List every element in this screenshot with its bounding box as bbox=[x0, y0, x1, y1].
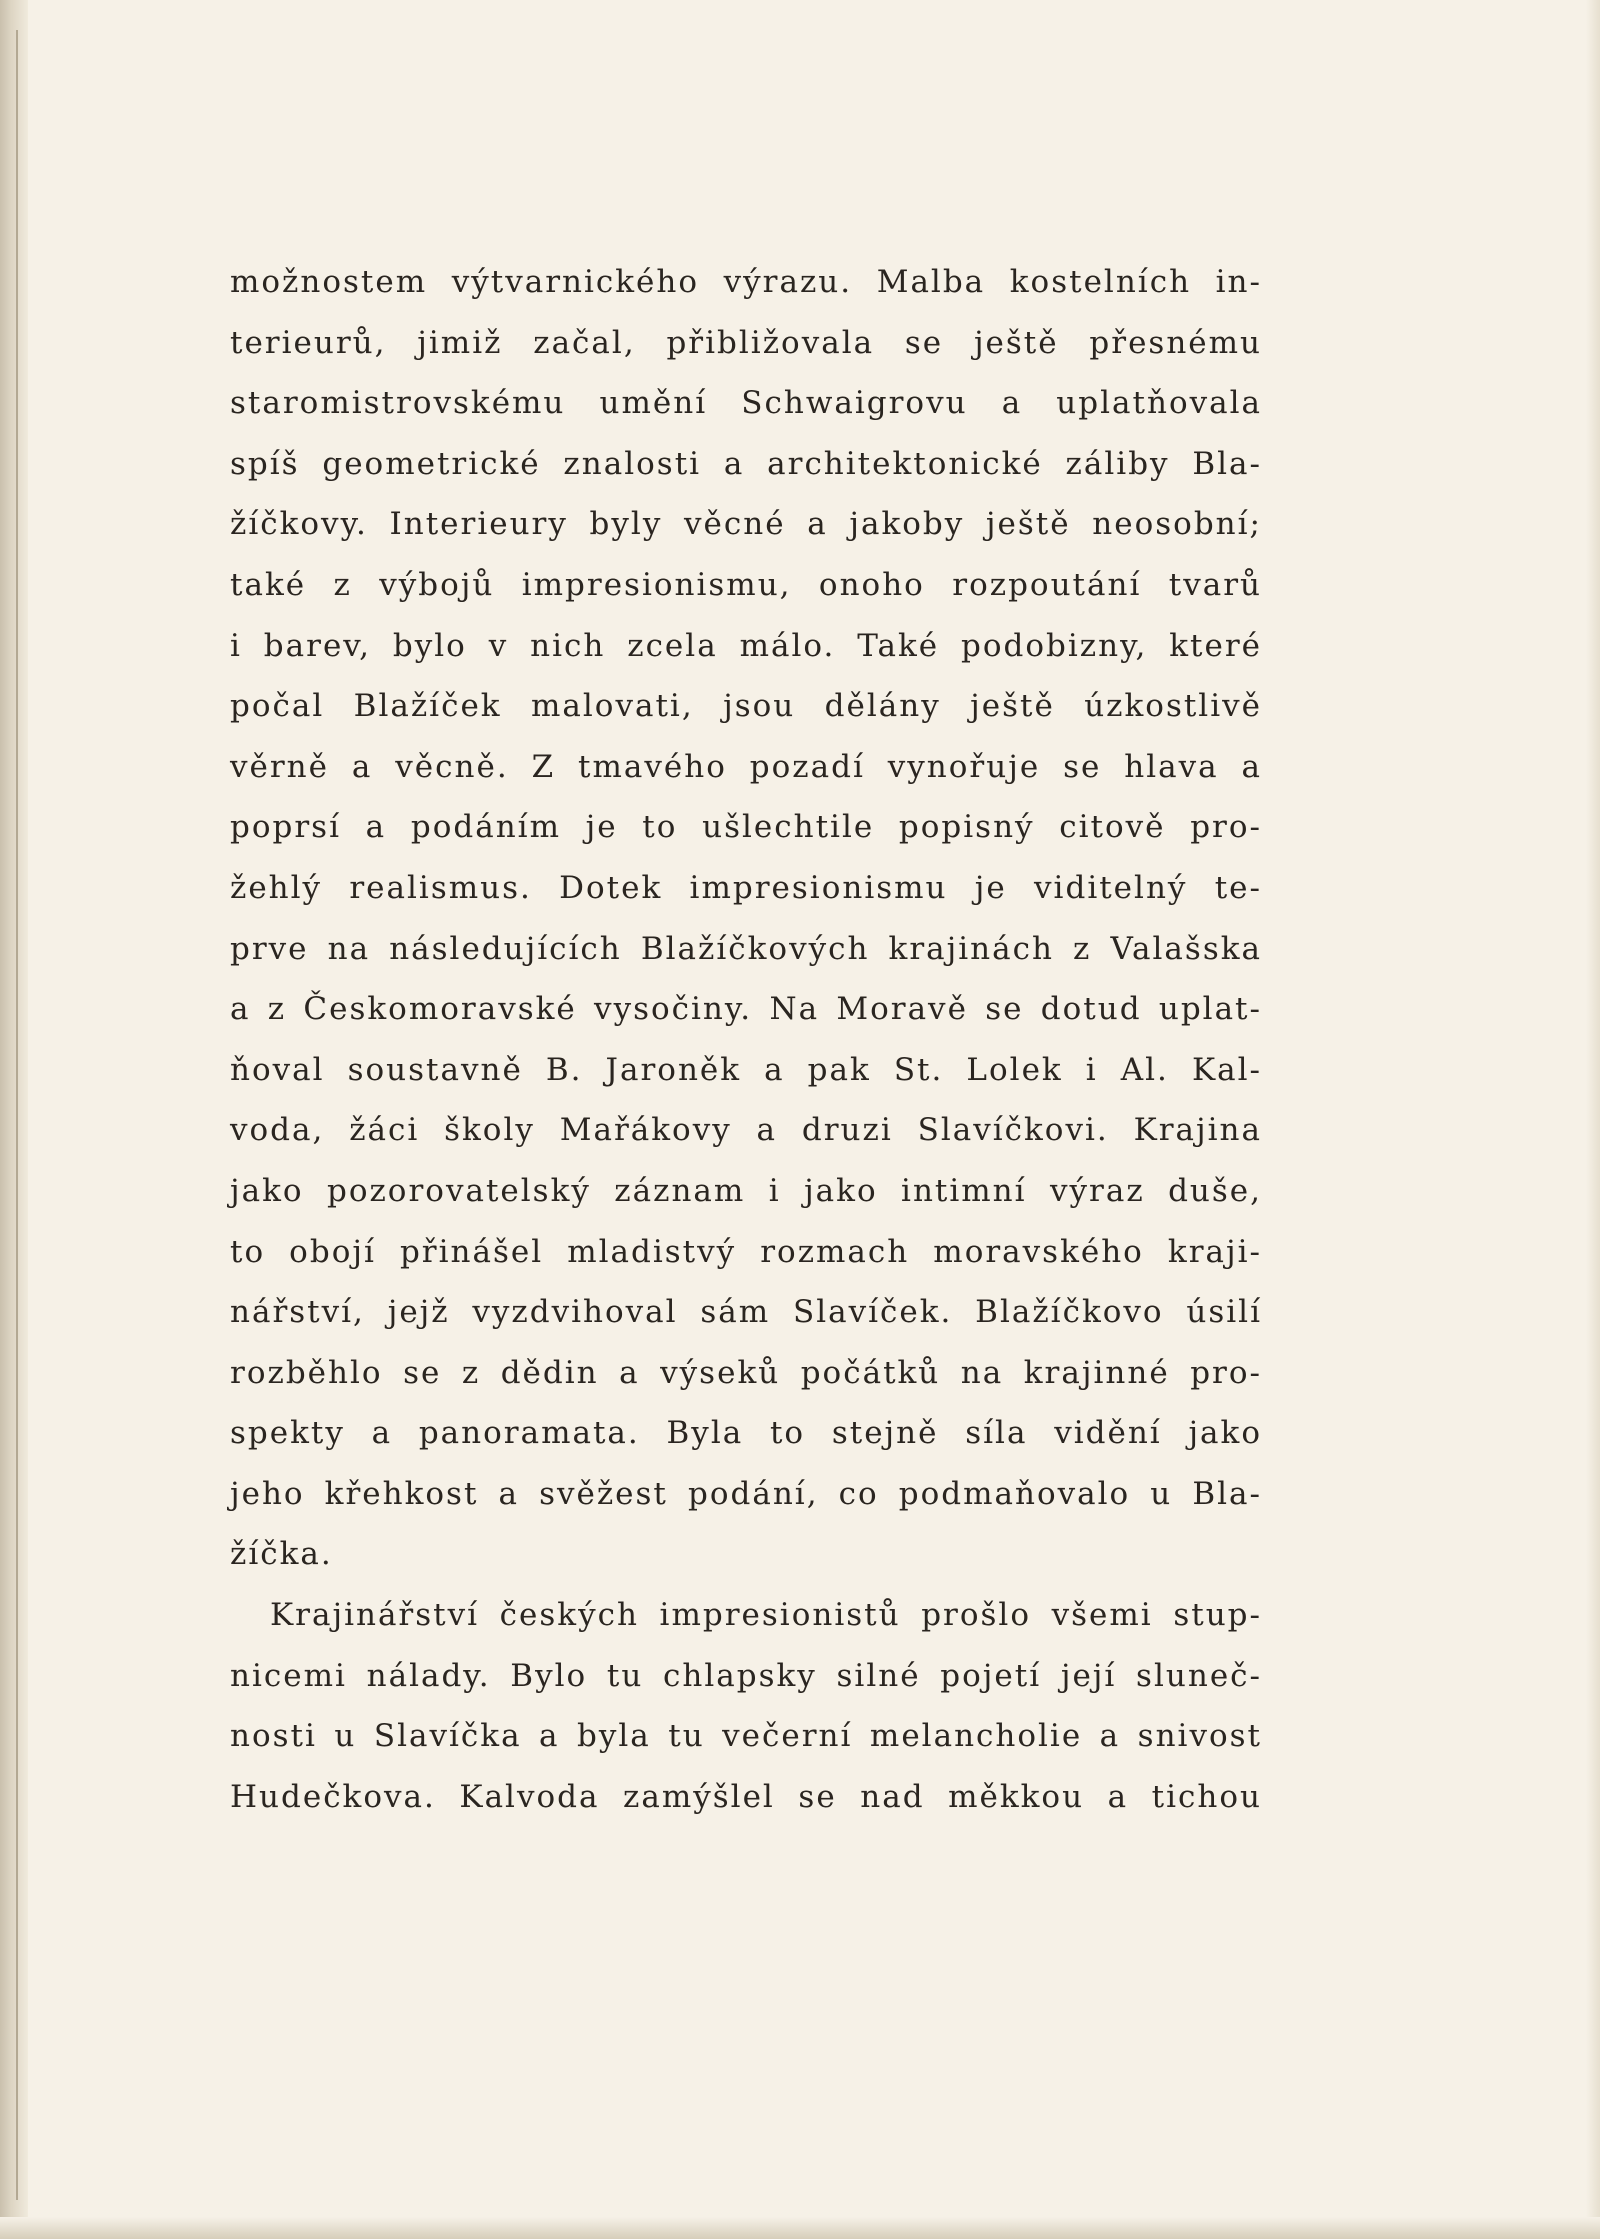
text-line: poprsí a podáním je to ušlechtile popisný citově pro- bbox=[230, 809, 1262, 846]
body-text bbox=[230, 252, 1262, 1827]
text-line: staromistrovskému umění Schwaigrovu a uplatňovala bbox=[230, 385, 1262, 422]
text-line: Hudečkova. Kalvoda zamýšlel se nad měkkou a tichou bbox=[230, 1778, 1262, 1815]
text-line: nářství, jejž vyzdvihoval sám Slavíček. Blažíčkovo úsilí bbox=[230, 1294, 1262, 1331]
text-line: a z Českomoravské vysočiny. Na Moravě se dotud uplat- bbox=[230, 991, 1262, 1028]
text-line: věrně a věcně. Z tmavého pozadí vynořuje se hlava a bbox=[230, 748, 1262, 785]
text-line: nicemi nálady. Bylo tu chlapsky silné pojetí její sluneč- bbox=[230, 1657, 1262, 1694]
paragraph-2 bbox=[230, 1585, 1262, 1827]
text-line: Krajinářství českých impresionistů prošlo všemi stup- bbox=[270, 1597, 1262, 1634]
binding-line bbox=[16, 30, 18, 2200]
text-line: možnostem výtvarnického výrazu. Malba kostelních in- bbox=[230, 264, 1262, 300]
text-line: také z výbojů impresionismu, onoho rozpoutání tvarů bbox=[230, 566, 1262, 603]
text-line: žíčkovy. Interieury byly věcné a jakoby ještě neosobní; bbox=[230, 506, 1262, 543]
text-line: rozběhlo se z dědin a výseků počátků na krajinné pro- bbox=[230, 1354, 1262, 1391]
binding-shadow bbox=[0, 0, 28, 2239]
text-line: spekty a panoramata. Byla to stejně síla vidění jako bbox=[230, 1415, 1262, 1452]
text-line: prve na následujících Blažíčkových krajinách z Valašska bbox=[230, 930, 1262, 967]
text-line: jeho křehkost a svěžest podání, co podmaňovalo u Bla- bbox=[230, 1475, 1262, 1512]
text-line: žíčka. bbox=[230, 1536, 333, 1573]
page-right-edge bbox=[1586, 0, 1600, 2239]
paragraph-1 bbox=[230, 252, 1262, 1585]
text-line: ňoval soustavně B. Jaroněk a pak St. Lolek i Al. Kal- bbox=[230, 1051, 1262, 1088]
text-line: spíš geometrické znalosti a architektonické záliby Bla- bbox=[230, 445, 1262, 482]
text-line: voda, žáci školy Mařákovy a druzi Slavíčkovi. Krajina bbox=[230, 1112, 1262, 1149]
text-line: žehlý realismus. Dotek impresionismu je viditelný te- bbox=[230, 869, 1262, 906]
text-line: to obojí přinášel mladistvý rozmach moravského kraji- bbox=[230, 1233, 1262, 1270]
text-line: nosti u Slavíčka a byla tu večerní melancholie a snivost bbox=[230, 1718, 1262, 1755]
text-line: jako pozorovatelský záznam i jako intimní výraz duše, bbox=[230, 1172, 1262, 1209]
text-line: počal Blažíček malovati, jsou dělány ještě úzkostlivě bbox=[230, 688, 1262, 725]
text-line: terieurů, jimiž začal, přibližovala se ještě přesnému bbox=[230, 324, 1262, 361]
page-bottom-edge bbox=[0, 2217, 1600, 2239]
text-line: i barev, bylo v nich zcela málo. Také podobizny, které bbox=[230, 627, 1262, 664]
